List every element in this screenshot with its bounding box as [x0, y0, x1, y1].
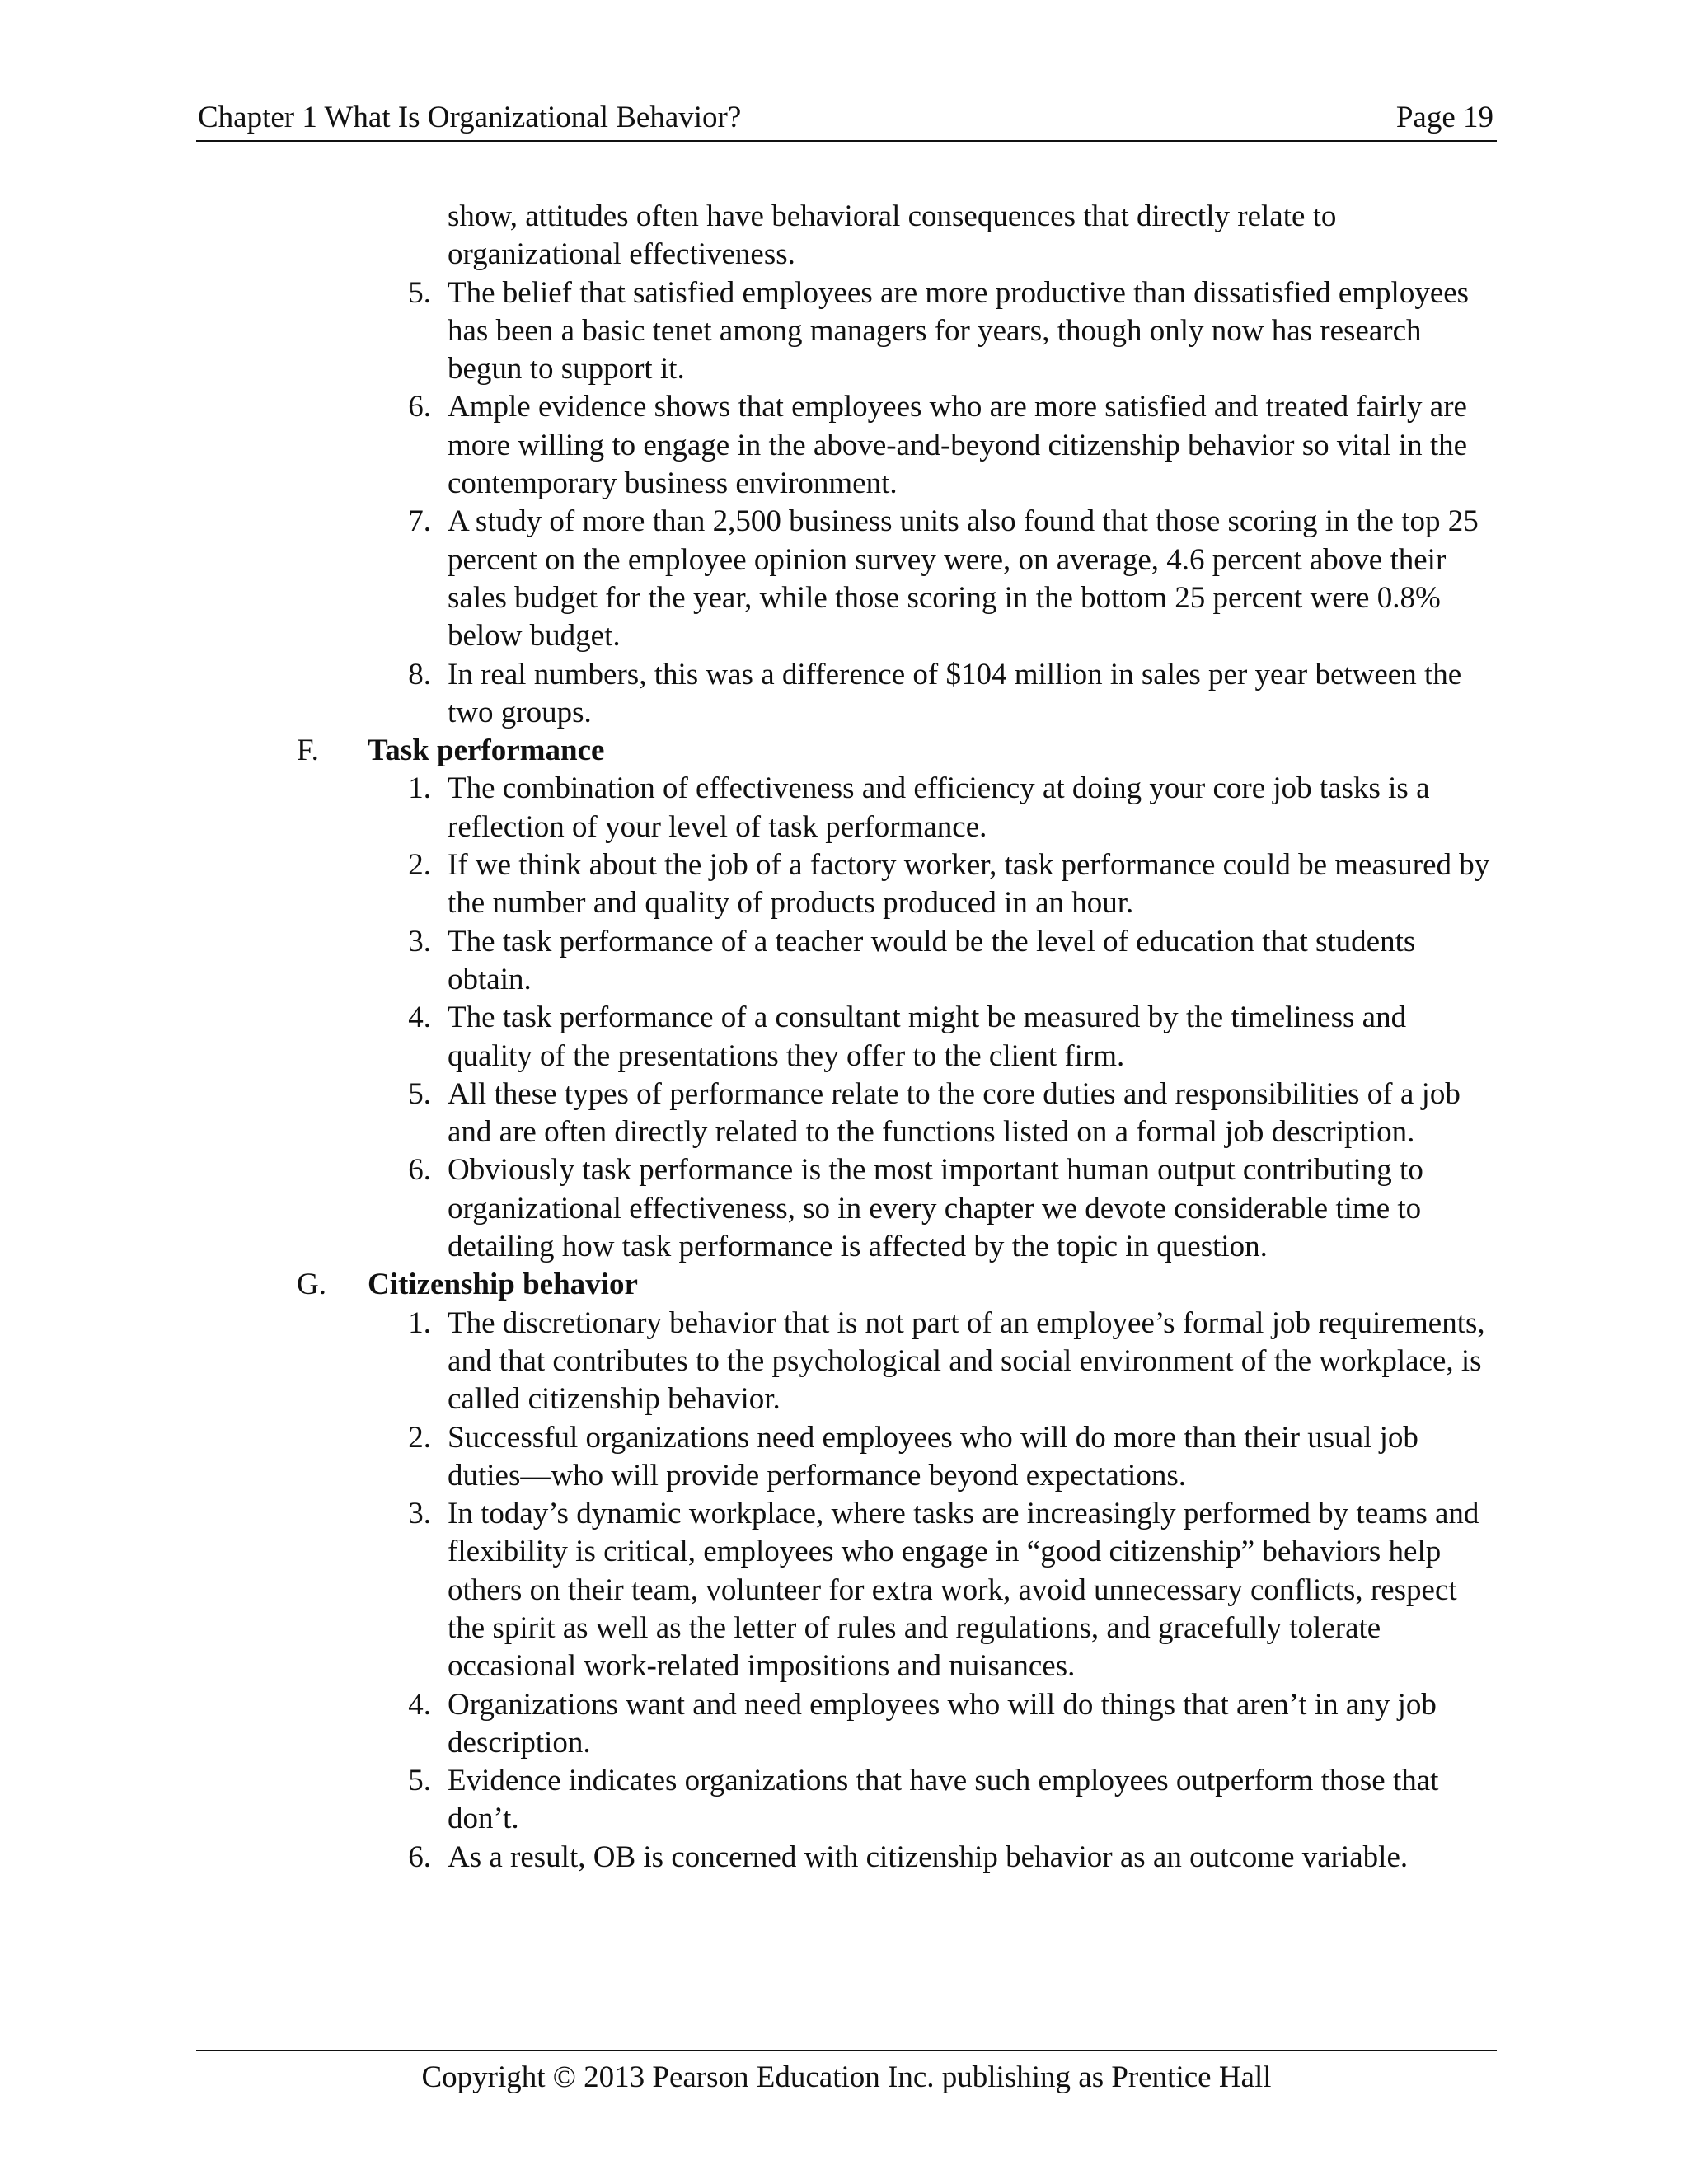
item-number: 4.: [408, 1687, 431, 1722]
item-number: 2.: [408, 1420, 431, 1455]
item-text: Organizations want and need employees who will do things that aren’t in any job description.: [448, 1687, 1437, 1760]
item-number: 1.: [408, 771, 431, 806]
section-heading-citizenship-behavior: [196, 1266, 1498, 1304]
item-number: 1.: [408, 1305, 431, 1340]
item-text: A study of more than 2,500 business units also found that those scoring in the top 25 percent on the employee opinion survey were, on average, 4.6 percent above their sales budget for the year, while those scoring in the bottom 25 percent were 0.8% below budget.: [448, 504, 1479, 654]
item-text: The combination of effectiveness and efficiency at doing your core job tasks is a reflection of your level of task performance.: [448, 771, 1430, 844]
continued-paragraph: show, attitudes often have behavioral consequences that directly relate to organizational effectiveness.: [448, 199, 1337, 272]
list-item: [196, 656, 1498, 733]
item-text: In real numbers, this was a difference of $104 million in sales per year between the two groups.: [448, 657, 1462, 729]
page-number: Page 19: [1395, 101, 1493, 134]
section-title: Citizenship behavior: [368, 1268, 638, 1302]
intro-list: [196, 274, 1498, 733]
item-number: 8.: [408, 657, 431, 691]
list-item: [196, 1839, 1498, 1877]
item-text: Ample evidence shows that employees who are more satisfied and treated fairly are more willing to engage in the above-and-beyond citizenship behavior so vital in the contemporary business environment.: [448, 390, 1468, 501]
list-item: [196, 274, 1498, 389]
chapter-title: Chapter 1 What Is Organizational Behavior?: [198, 101, 742, 134]
copyright-footer: Copyright © 2013 Pearson Education Inc. publishing as Prentice Hall: [421, 2060, 1272, 2094]
item-text: All these types of performance relate to the core duties and responsibilities of a job and are often directly related to the functions listed on a formal job description.: [448, 1076, 1461, 1150]
list-item: [196, 1151, 1498, 1266]
section-heading-task-performance: [196, 732, 1498, 770]
footer-divider: [196, 2050, 1497, 2051]
item-text: If we think about the job of a factory worker, task performance could be measured by the number and quality of products produced in an hour.: [448, 848, 1490, 921]
list-item: [196, 503, 1498, 655]
document-body: [196, 198, 1498, 1877]
item-text: The discretionary behavior that is not part of an employee’s formal job requirements, and that contributes to the psychological and social environment of the workplace, is called citizenship behavior.: [448, 1305, 1485, 1417]
item-number: 2.: [408, 848, 431, 883]
item-text: The task performance of a teacher would be the level of education that students obtain.: [448, 924, 1416, 996]
item-number: 7.: [408, 504, 431, 539]
item-number: 6.: [408, 1840, 431, 1874]
item-text: Obviously task performance is the most important human output contributing to organizational effectiveness, so in every chapter we devote considerable time to detailing how task performance is affected by the topic in question.: [448, 1153, 1423, 1264]
citizenship-behavior-list: [196, 1305, 1498, 1877]
page-header: [196, 97, 1497, 142]
list-item: [196, 1495, 1498, 1685]
item-number: 4.: [408, 1001, 431, 1035]
list-item: [196, 1305, 1498, 1419]
list-item: [196, 1076, 1498, 1152]
item-number: 5.: [408, 1764, 431, 1798]
item-number: 6.: [408, 390, 431, 424]
item-text: The task performance of a consultant might be measured by the timeliness and quality of the presentations they offer to the client firm.: [448, 1001, 1407, 1073]
item-number: 6.: [408, 1153, 431, 1188]
section-letter: G.: [297, 1268, 326, 1302]
item-text: Successful organizations need employees who will do more than their usual job duties—who will provide performance beyond expectations.: [448, 1420, 1418, 1493]
list-item: [196, 1419, 1498, 1496]
section-letter: F.: [297, 733, 319, 768]
item-text: In today’s dynamic workplace, where tasks are increasingly performed by teams and flexibility is critical, employees who engage in “good citizenship” behaviors help others on their team, volunteer for extra work, avoid unnecessary conflicts, respect the spirit as well as the letter of rules and regulations, and gracefully tolerate occasional work-related impositions and nuisances.: [448, 1497, 1479, 1684]
list-item: [196, 1686, 1498, 1763]
section-title: Task performance: [368, 733, 605, 768]
list-item: [196, 846, 1498, 923]
item-number: 3.: [408, 1497, 431, 1531]
list-item: [196, 923, 1498, 1000]
list-item: [196, 388, 1498, 503]
list-item: [196, 1762, 1498, 1839]
item-text: The belief that satisfied employees are more productive than dissatisfied employees has been a basic tenet among managers for years, though only now has research begun to support it.: [448, 275, 1470, 387]
list-item: [196, 770, 1498, 846]
item-text: Evidence indicates organizations that have such employees outperform those that don’t.: [448, 1764, 1439, 1836]
task-performance-list: [196, 770, 1498, 1266]
item-text: As a result, OB is concerned with citizenship behavior as an outcome variable.: [448, 1840, 1409, 1874]
list-item: [196, 999, 1498, 1076]
item-number: 5.: [408, 1076, 431, 1111]
item-number: 5.: [408, 275, 431, 310]
item-number: 3.: [408, 924, 431, 958]
